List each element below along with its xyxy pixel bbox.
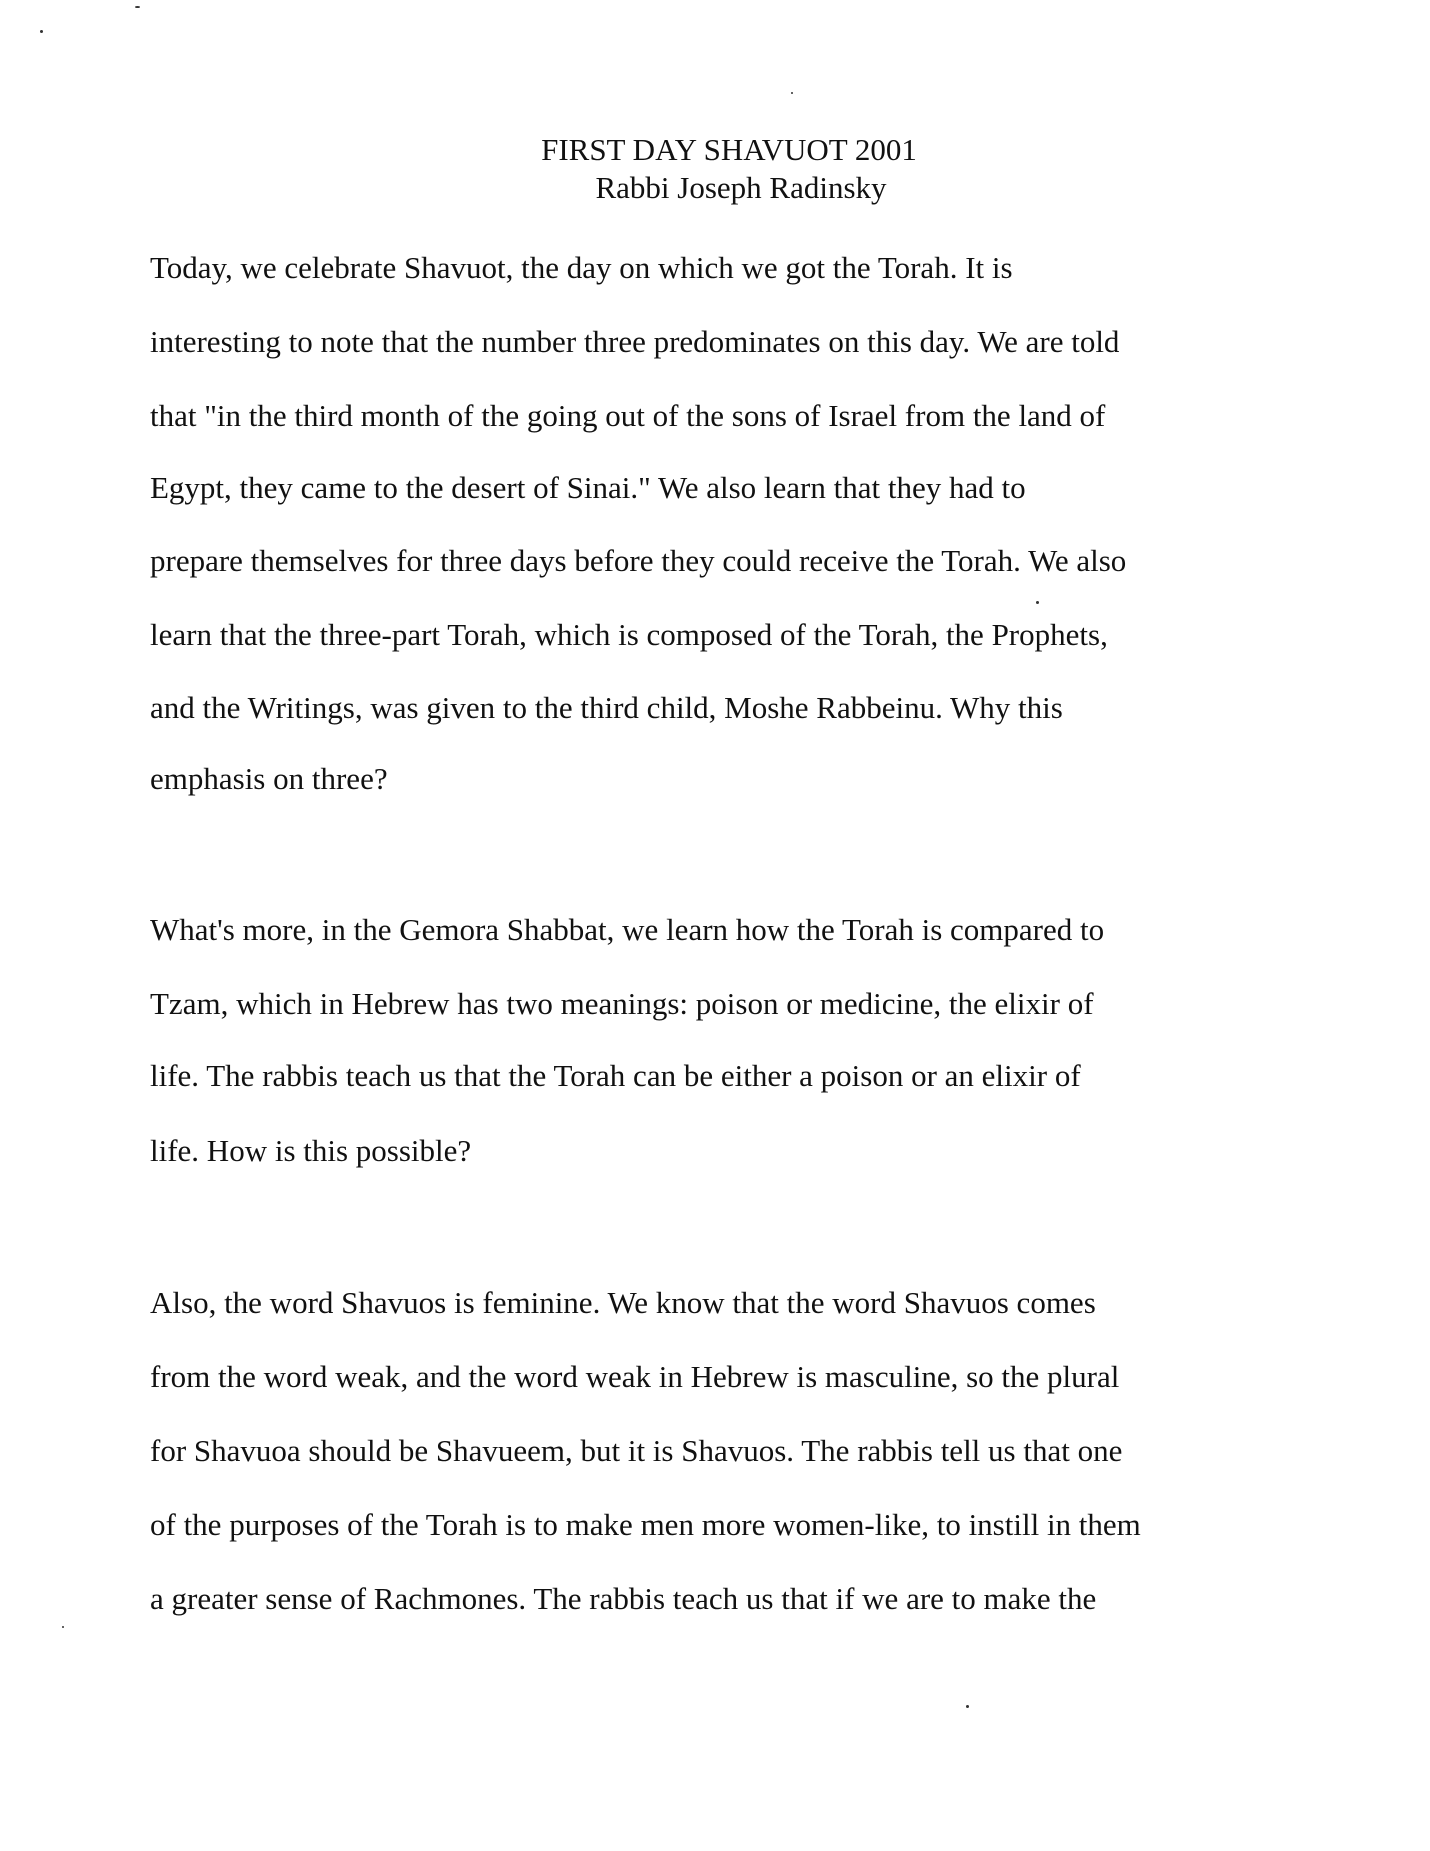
text-line: emphasis on three? <box>150 761 388 796</box>
text-line: What's more, in the Gemora Shabbat, we learn how the Torah is compared to <box>150 912 1105 947</box>
scan-speck <box>135 6 140 8</box>
text-line: life. The rabbis teach us that the Torah can be either a poison or an elixir of <box>150 1058 1081 1093</box>
text-line: prepare themselves for three days before they could receive the Torah. We also <box>150 543 1127 578</box>
text-line: that "in the third month of the going out of the sons of Israel from the land of <box>150 398 1106 433</box>
scan-speck <box>791 92 793 94</box>
text-line: of the purposes of the Torah is to make men more women-like, to instill in them <box>150 1507 1141 1542</box>
text-line: Also, the word Shavuos is feminine. We know that the word Shavuos comes <box>150 1285 1096 1320</box>
scan-speck <box>966 1705 969 1708</box>
scan-speck <box>1036 601 1039 604</box>
text-line: learn that the three-part Torah, which is composed of the Torah, the Prophets, <box>150 617 1108 652</box>
text-line: for Shavuoa should be Shavueem, but it is Shavuos. The rabbis tell us that one <box>150 1433 1123 1468</box>
text-line: a greater sense of Rachmones. The rabbis teach us that if we are to make the <box>150 1581 1097 1616</box>
text-line: Tzam, which in Hebrew has two meanings: poison or medicine, the elixir of <box>150 986 1094 1021</box>
text-line: interesting to note that the number three predominates on this day. We are told <box>150 324 1120 359</box>
text-line: and the Writings, was given to the third child, Moshe Rabbeinu. Why this <box>150 690 1063 725</box>
document-author: Rabbi Joseph Radinsky <box>595 170 887 205</box>
text-line: from the word weak, and the word weak in Hebrew is masculine, so the plural <box>150 1359 1120 1394</box>
text-line: life. How is this possible? <box>150 1133 472 1168</box>
text-line: Egypt, they came to the desert of Sinai." We also learn that they had to <box>150 470 1026 505</box>
scan-speck <box>40 30 43 33</box>
document-title: FIRST DAY SHAVUOT 2001 <box>541 132 917 167</box>
text-line: Today, we celebrate Shavuot, the day on which we got the Torah. It is <box>150 250 1013 285</box>
scan-speck <box>62 1626 64 1628</box>
